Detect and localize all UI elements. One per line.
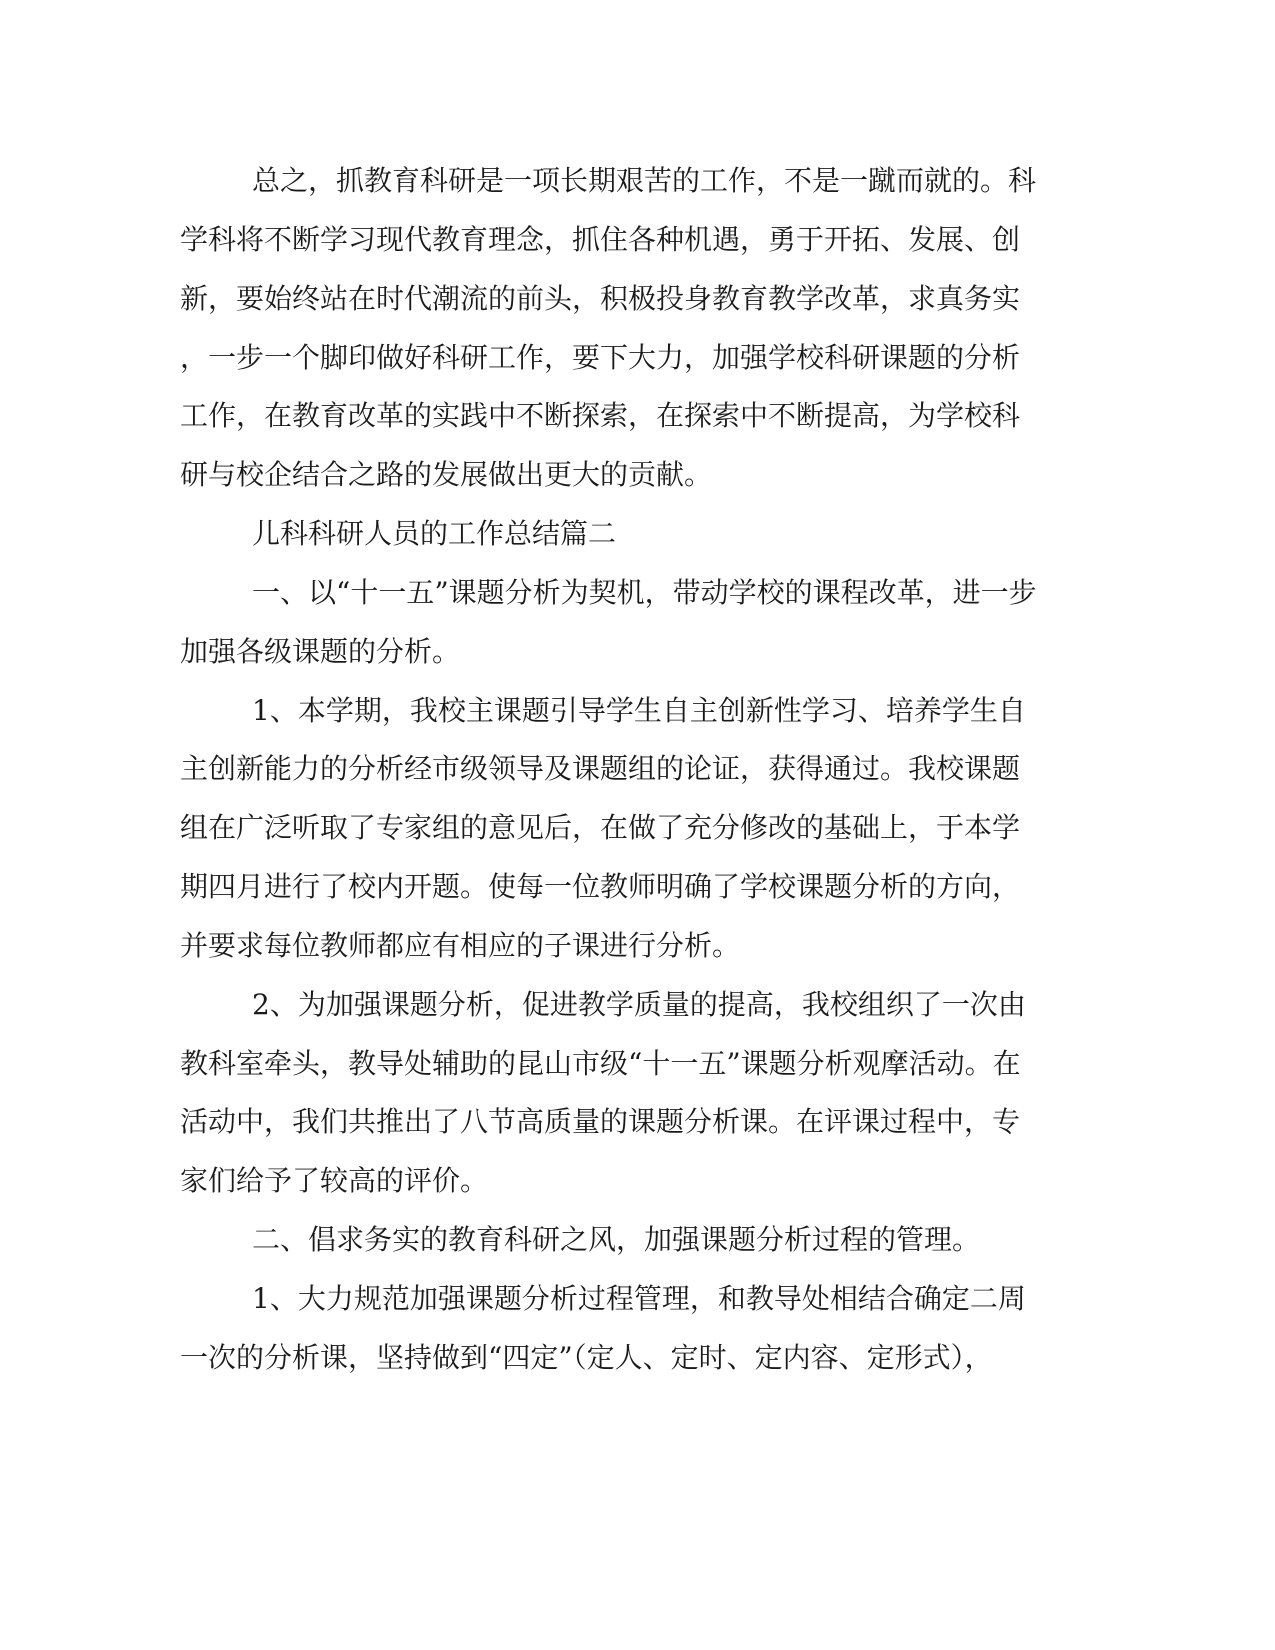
text-line: 一次的分析课，坚持做到“四定”（定人、定时、定内容、定形式）， [180,1341,993,1374]
text-line: 总之，抓教育科研是一项长期艰苦的工作，不是一蹴而就的。科 [252,164,1037,197]
text-line: 研与校企结合之路的发展做出更大的贡献。 [180,458,713,491]
text-line: 教科室牵头，教导处辅助的昆山市级“十一五”课题分析观摩活动。在 [180,1047,1021,1080]
text-line: 1、大力规范加强课题分析过程管理，和教导处相结合确定二周 [252,1282,1026,1315]
text-line: 主创新能力的分析经市级领导及课题组的论证，获得通过。我校课题 [180,752,1021,785]
text-line: 学科将不断学习现代教育理念，抓住各种机遇，勇于开拓、发展、创 [180,223,1021,256]
text-line: 二、倡求务实的教育科研之风，加强课题分析过程的管理。 [252,1223,981,1256]
text-line: 家们给予了较高的评价。 [180,1164,489,1197]
text-line: 2、为加强课题分析，促进教学质量的提高，我校组织了一次由 [252,988,1026,1021]
text-line: 期四月进行了校内开题。使每一位教师明确了学校课题分析的方向， [180,870,1021,903]
section-heading: 儿科科研人员的工作总结篇二 [252,517,617,550]
text-line: 工作，在教育改革的实践中不断探索，在探索中不断提高，为学校科 [180,399,1021,432]
text-line: 新，要始终站在时代潮流的前头，积极投身教育教学改革，求真务实 [180,282,1021,315]
text-line: 活动中，我们共推出了八节高质量的课题分析课。在评课过程中，专 [180,1105,1021,1138]
text-line: ，一步一个脚印做好科研工作，要下大力，加强学校科研课题的分析 [180,341,1021,374]
text-line: 加强各级课题的分析。 [180,635,461,668]
text-line: 1、本学期，我校主课题引导学生自主创新性学习、培养学生自 [252,694,1026,727]
text-line: 并要求每位教师都应有相应的子课进行分析。 [180,929,741,962]
text-line: 一、以“十一五”课题分析为契机，带动学校的课程改革，进一步 [252,576,1037,609]
text-line: 组在广泛听取了专家组的意见后，在做了充分修改的基础上，于本学 [180,811,1021,844]
